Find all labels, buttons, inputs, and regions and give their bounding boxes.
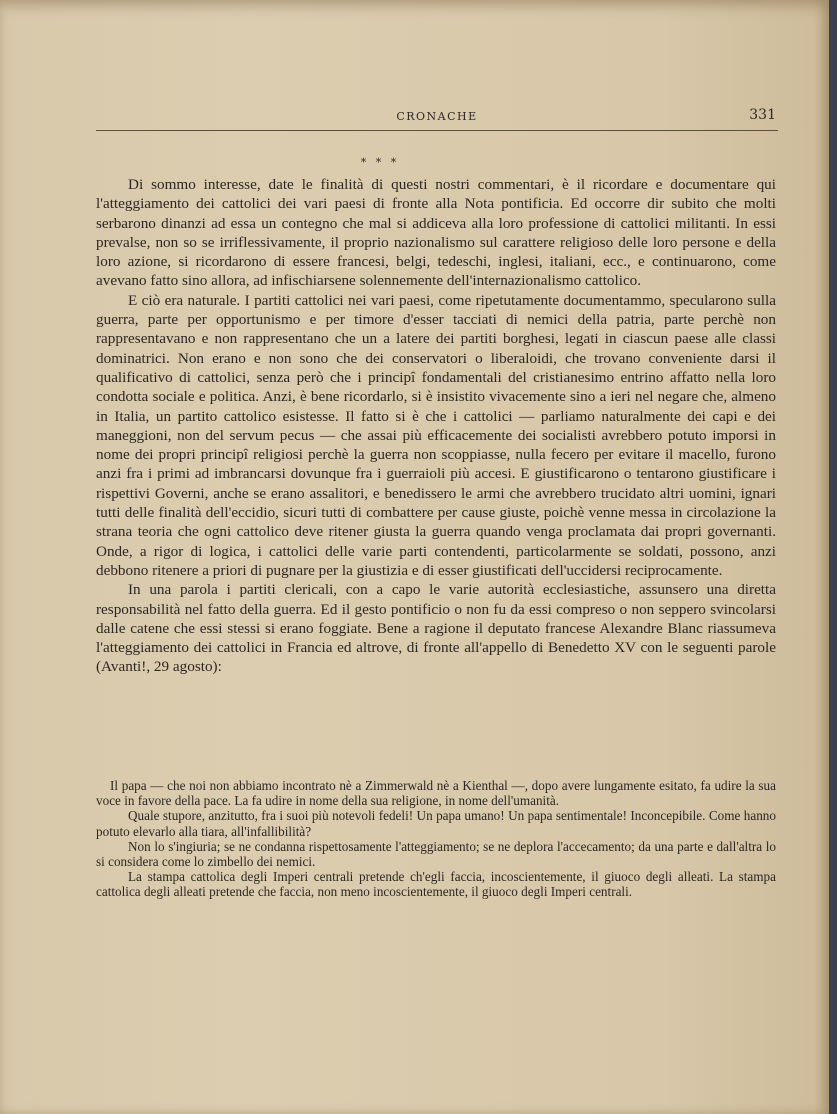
page-header xyxy=(96,108,778,131)
quote-paragraph: Il papa — che noi non abbiamo incontrato nè a Zimmerwald nè a Kienthal —, dopo avere lungamente esitato, fa udire la sua voce in favore della pace. La fa udire in nome della sua religione, in nome dell'umanità. xyxy=(96,778,776,809)
section-separator: * * * xyxy=(360,156,400,169)
article-body xyxy=(96,175,776,677)
paragraph: Di sommo interesse, date le finalità di questi nostri commentari, è il ricordare e documentare qui l'atteggiamento dei cattolici dei vari paesi di fronte alla Nota pontificia. Ed occorre dir subito che molti serbarono dinanzi ad essa un contegno che mal si addiceva alla loro professione di cattolici militanti. In essi prevalse, non so se irriflessivamente, il proprio nazionalismo sul carattere religioso delle loro persone e della loro azione, si ricordarono di essere francesi, belgi, tedeschi, inglesi, italiani, ecc., e continuarono, come avevano fatto sino allora, ad infischiarsene solennemente dell'internazionalismo cattolico. xyxy=(96,176,776,290)
quote-paragraph: Non lo s'ingiuria; se ne condanna rispettosamente l'atteggiamento; se ne deplora l'accecamento; da una parte e dall'altra lo si considera come lo zimbello dei nemici. xyxy=(96,838,776,870)
paragraph: E ciò era naturale. I partiti cattolici nei vari paesi, come ripetutamente documentammo, specularono sulla guerra, parte per opportunismo e per timore d'esser tacciati di nemici della patria, parte perchè non rappresentavano e non rappresentano che un a latere dei partiti borghesi, legati in ciascun paese alle classi dominatrici. Non erano e non sono che dei conservatori o liberaloidi, che trovano conveniente darsi il qualificativo di cattolici, senza però che i principî fondamentali del cristianesimo entrino affatto nella loro condotta sociale e politica. Anzi, è bene ricordarlo, si è insistito vivacemente sino a ieri nel negare che, almeno in Italia, un partito cattolico esistesse. Il fatto si è che i cattolici — parliamo naturalmente dei capi e dei maneggioni, non del servum pecus — che assai più efficacemente dei socialisti avrebbero potuto imporsi in nome dei propri principî religiosi perchè la guerra non scoppiasse, nulla fecero per evitare il macello, furono anzi fra i primi ad imbrancarsi dovunque fra i guerraioli più accesi. E giustificarono o tentarono giustificare i rispettivi Governi, anche se erano assalitori, e benedissero le armi che avrebbero trucidato altri uomini, ignari tutti delle finalità dell'eccidio, sicuri tutti di combattere per cause giuste, poichè venne messa in circolazione la strana teoria che ogni cattolico deve ritener giusta la guerra quando venga proclamata dai propri governanti. Onde, a rigor di logica, i cattolici delle varie parti contendenti, particolarmente se soldati, possono, anzi debbono ritenere a priori di pugnare per la giustizia e di esser giustificati dell'uccidersi reciprocamente. xyxy=(96,291,776,579)
page-number: 331 xyxy=(749,107,776,123)
running-title: CRONACHE xyxy=(396,110,478,123)
paragraph: In una parola i partiti clericali, con a capo le varie autorità ecclesiastiche, assunsero una diretta responsabilità nel fatto della guerra. Ed il gesto pontificio o non fu da essi compreso o non seppero svincolarsi dalle catene che essi stessi si erano foggiate. Bene a ragione il deputato francese Alexandre Blanc riassumeva l'atteggiamento dei cattolici in Francia ed altrove, di fronte all'appello di Benedetto XV con le seguenti parole (Avanti!, 29 agosto): xyxy=(96,581,776,676)
quoted-passage xyxy=(96,778,776,900)
quote-paragraph: Quale stupore, anzitutto, fra i suoi più notevoli fedeli! Un papa umano! Un papa sentimentale! Inconcepibile. Come hanno potuto elevarlo alla tiara, all'infallibilità? xyxy=(96,808,776,839)
quote-paragraph: La stampa cattolica degli Imperi centrali pretende ch'egli faccia, incoscientemente, il giuoco degli alleati. La stampa cattolica degli alleati pretende che faccia, non meno incoscientemente, il giuoco degli Imperi centrali. xyxy=(96,869,776,900)
